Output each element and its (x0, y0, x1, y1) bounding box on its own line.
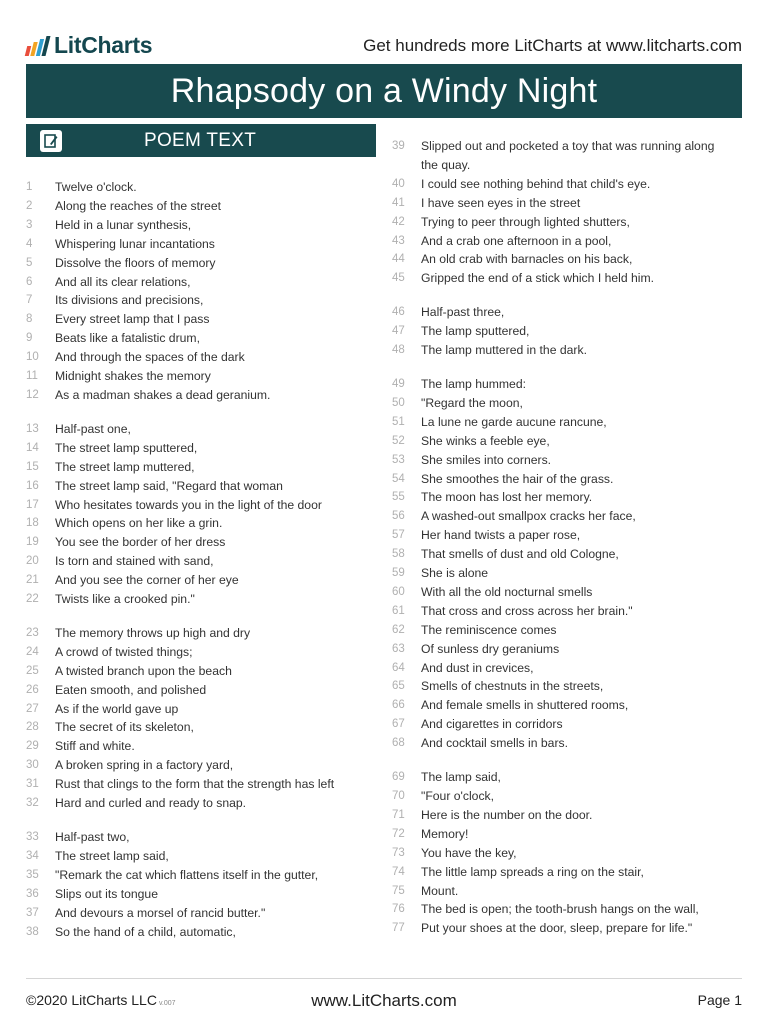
version-label: v.007 (158, 1000, 176, 1007)
line-text: Dissolve the floors of memory (55, 255, 216, 270)
line-text: Eaten smooth, and polished (55, 682, 207, 697)
line-number: 56 (392, 510, 405, 523)
line-text: A broken spring in a factory yard, (55, 758, 234, 773)
line-text: And female smells in shuttered rooms, (421, 698, 629, 713)
line-text: Stiff and white. (55, 739, 135, 754)
line-number: 47 (392, 325, 405, 338)
line-text: That smells of dust and old Cologne, (421, 547, 619, 562)
poem-line (26, 477, 376, 496)
poem-line (392, 621, 732, 640)
line-text: And through the spaces of the dark (55, 350, 245, 365)
poem-line (392, 322, 732, 341)
poem-line (392, 507, 732, 526)
line-number: 12 (26, 388, 39, 401)
poem-line (392, 269, 732, 288)
poem-line (392, 213, 732, 232)
line-text: Held in a lunar synthesis, (55, 217, 192, 232)
line-number: 37 (26, 906, 39, 919)
line-text: Trying to peer through lighted shutters, (421, 214, 630, 229)
poem-line (392, 640, 732, 659)
line-number (392, 156, 421, 175)
footer-site-link[interactable]: www.LitCharts.com (311, 991, 457, 1010)
line-text: Twelve o'clock. (55, 180, 137, 194)
poem-line (26, 866, 376, 885)
poem-line (26, 624, 376, 643)
poem-line (26, 329, 376, 348)
line-text: Half-past three, (421, 305, 505, 320)
line-text: The street lamp muttered, (55, 459, 195, 474)
line-text: Mount. (421, 883, 459, 898)
line-text: Beats like a fatalistic drum, (55, 331, 200, 346)
line-text: The street lamp said, "Regard that woman (55, 478, 283, 493)
poem-title: Rhapsody on a Windy Night (170, 71, 598, 110)
line-text: The reminiscence comes (421, 622, 557, 637)
line-text: The street lamp said, (55, 848, 169, 863)
line-text: Half-past one, (55, 421, 131, 436)
poem-line (26, 420, 376, 439)
poem-line (392, 413, 732, 432)
stanza (392, 375, 732, 753)
poem-line (26, 737, 376, 756)
line-text: Midnight shakes the memory (55, 369, 211, 384)
poem-line (392, 863, 732, 882)
line-number: 46 (392, 306, 405, 319)
poem-line (26, 310, 376, 329)
line-number: 60 (392, 585, 405, 598)
poem-line (392, 175, 732, 194)
poem-line (392, 825, 732, 844)
line-number: 64 (392, 661, 405, 674)
line-text: The secret of its skeleton, (55, 720, 194, 735)
line-number: 7 (26, 294, 33, 307)
line-text: I have seen eyes in the street (421, 195, 581, 210)
line-text: She is alone (421, 566, 489, 581)
poem-line (392, 341, 732, 360)
line-number: 52 (392, 434, 405, 447)
copyright-label: ©2020 LitCharts LLC (26, 992, 157, 1008)
line-number: 5 (26, 256, 33, 269)
poem-line (392, 787, 732, 806)
line-text: And cocktail smells in bars. (421, 736, 568, 751)
poem-line (392, 470, 732, 489)
line-text: And you see the corner of her eye (55, 573, 239, 588)
line-number: 45 (392, 272, 405, 285)
page-number: Page 1 (697, 992, 742, 1008)
line-text: Here is the number on the door. (421, 807, 593, 822)
poem-line (26, 216, 376, 235)
line-number: 1 (26, 181, 33, 193)
poem-line (392, 194, 732, 213)
line-number: 13 (26, 422, 39, 435)
line-text: The little lamp spreads a ring on the stair, (421, 864, 644, 879)
poem-line (392, 715, 732, 734)
line-text: And devours a morsel of rancid butter." (55, 905, 266, 920)
poem-line (26, 496, 376, 515)
line-text: Along the reaches of the street (55, 198, 221, 213)
poem-line (26, 885, 376, 904)
line-number: 16 (26, 479, 39, 492)
poem-line (26, 291, 376, 310)
poem-line (392, 583, 732, 602)
line-number: 73 (392, 846, 405, 859)
line-text: A twisted branch upon the beach (55, 663, 232, 678)
title-banner (26, 64, 742, 118)
line-number: 21 (26, 574, 39, 587)
line-number: 4 (26, 237, 33, 250)
line-number: 17 (26, 498, 39, 511)
poem-line (26, 254, 376, 273)
section-header (26, 124, 376, 157)
line-text: Every street lamp that I pass (55, 312, 210, 327)
page-footer (26, 990, 742, 1014)
poem-line (26, 775, 376, 794)
stanza (26, 828, 376, 941)
line-number: 70 (392, 790, 405, 802)
line-number: 23 (26, 626, 39, 639)
poem-line (392, 696, 732, 715)
header-tagline[interactable]: Get hundreds more LitCharts at www.litcharts.com (363, 36, 742, 55)
line-text: "Remark the cat which flattens itself in the gutter, (55, 867, 319, 882)
poem-line (26, 367, 376, 386)
footer-divider (26, 978, 742, 979)
line-number: 49 (392, 377, 405, 390)
line-text: The street lamp sputtered, (55, 440, 198, 455)
poem-line (26, 681, 376, 700)
poem-line (392, 137, 732, 156)
line-number: 8 (26, 313, 33, 326)
line-text: The lamp sputtered, (421, 324, 530, 339)
line-number: 63 (392, 642, 405, 655)
poem-line (392, 900, 732, 919)
line-text: And all its clear relations, (55, 274, 191, 289)
line-number: 67 (392, 718, 405, 731)
poem-line (392, 488, 732, 507)
poem-line (392, 734, 732, 753)
stanza (26, 624, 376, 813)
line-text: "Regard the moon, (421, 395, 523, 410)
line-number: 68 (392, 737, 405, 750)
line-number: 28 (26, 721, 39, 734)
poem-line (26, 386, 376, 405)
line-text: The memory throws up high and dry (55, 625, 251, 640)
line-number: 30 (26, 759, 39, 772)
line-number: 15 (26, 460, 39, 473)
line-text: Smells of chestnuts in the streets, (421, 679, 604, 694)
line-number: 74 (392, 865, 405, 878)
poem-line (26, 643, 376, 662)
poem-line (26, 847, 376, 866)
line-text: She smiles into corners. (421, 452, 552, 467)
line-number: 25 (26, 664, 39, 677)
stanza (26, 178, 376, 405)
line-text: Memory! (421, 826, 469, 841)
poem-line (392, 768, 732, 787)
line-number: 40 (392, 177, 405, 190)
line-number: 11 (26, 370, 38, 383)
line-number: 31 (26, 778, 39, 791)
poem-line (392, 303, 732, 322)
poem-line (26, 923, 376, 942)
line-number: 50 (392, 396, 405, 409)
line-text: The bed is open; the tooth-brush hangs on the wall, (421, 902, 699, 917)
poem-line (26, 552, 376, 571)
poem-line (26, 756, 376, 775)
poem-line (392, 394, 732, 413)
line-number: 43 (392, 234, 405, 247)
line-number: 2 (26, 199, 33, 212)
line-number: 14 (26, 441, 39, 454)
line-text: Her hand twists a paper rose, (421, 528, 581, 543)
poem-line (26, 794, 376, 813)
poem-line (26, 718, 376, 737)
line-text: Its divisions and precisions, (55, 293, 204, 308)
line-number: 62 (392, 623, 405, 636)
poem-line (26, 590, 376, 609)
line-number: 3 (26, 218, 33, 231)
line-number: 72 (392, 827, 405, 840)
line-text: Which opens on her like a grin. (55, 516, 223, 531)
quill-page-icon (40, 130, 62, 152)
poem-column-left (26, 178, 376, 956)
line-number: 42 (392, 215, 405, 228)
line-number: 10 (26, 351, 39, 364)
poem-line (392, 919, 732, 938)
poem-line (26, 235, 376, 254)
line-text: the quay. (421, 157, 471, 172)
line-text: She smoothes the hair of the grass. (421, 471, 614, 486)
line-number: 39 (392, 140, 405, 152)
line-number: 77 (392, 922, 405, 935)
poem-line (26, 348, 376, 367)
line-number: 58 (392, 548, 405, 561)
line-number: 18 (26, 517, 39, 530)
poem-line (392, 806, 732, 825)
line-number: 55 (392, 491, 405, 504)
poem-line (26, 662, 376, 681)
line-text: The lamp hummed: (421, 376, 526, 391)
poem-line (392, 250, 732, 269)
line-text: Is torn and stained with sand, (55, 554, 214, 569)
line-number: 51 (392, 415, 405, 428)
line-number: 26 (26, 683, 39, 696)
line-text: You see the border of her dress (55, 535, 226, 550)
poem-line (392, 526, 732, 545)
poem-line (26, 514, 376, 533)
stanza (26, 420, 376, 609)
section-title: POEM TEXT (144, 129, 257, 151)
poem-line (392, 156, 732, 175)
line-text: You have the key, (421, 845, 517, 860)
logo-text: LitCharts (54, 32, 153, 58)
poem-line (26, 178, 376, 197)
line-text: The moon has lost her memory. (421, 490, 593, 505)
line-text: Who hesitates towards you in the light of the door (55, 497, 322, 512)
line-text: The lamp muttered in the dark. (421, 343, 587, 358)
line-text: As if the world gave up (55, 701, 179, 716)
line-number: 69 (392, 771, 405, 784)
line-number: 41 (392, 196, 405, 209)
line-text: The lamp said, (421, 770, 501, 785)
line-text: And cigarettes in corridors (421, 717, 563, 732)
line-number: 44 (392, 253, 405, 266)
line-number: 57 (392, 529, 405, 542)
poem-line (26, 273, 376, 292)
poem-line (392, 844, 732, 863)
poem-line (392, 659, 732, 678)
line-text: And dust in crevices, (421, 660, 534, 675)
poem-line (26, 197, 376, 216)
line-number: 48 (392, 344, 405, 357)
line-text: Twists like a crooked pin." (55, 592, 195, 607)
line-number: 54 (392, 472, 405, 485)
line-number: 61 (392, 604, 405, 617)
line-text: La lune ne garde aucune rancune, (421, 414, 607, 429)
line-text: With all the old nocturnal smells (421, 584, 593, 599)
line-number: 24 (26, 645, 39, 658)
line-number: 32 (26, 797, 39, 810)
line-number: 19 (26, 536, 39, 549)
line-number: 9 (26, 332, 33, 345)
stanza (392, 768, 732, 938)
poem-line (26, 571, 376, 590)
line-number: 76 (392, 903, 405, 916)
line-text: So the hand of a child, automatic, (55, 924, 236, 939)
line-text: I could see nothing behind that child's eye. (421, 176, 651, 191)
poem-line (392, 545, 732, 564)
line-number: 35 (26, 868, 39, 881)
logo-bars-icon (26, 36, 48, 56)
line-text: Gripped the end of a stick which I held him. (421, 271, 655, 286)
line-text: And a crab one afternoon in a pool, (421, 233, 612, 248)
line-number: 38 (26, 925, 39, 938)
litcharts-logo[interactable] (26, 32, 152, 59)
line-text: Slips out its tongue (55, 886, 158, 901)
stanza (392, 137, 732, 288)
line-number: 20 (26, 555, 39, 568)
poem-line (392, 451, 732, 470)
line-text: Half-past two, (55, 830, 130, 844)
poem-line (26, 533, 376, 552)
line-number: 27 (26, 702, 39, 715)
poem-line (392, 232, 732, 251)
poem-line (392, 602, 732, 621)
line-number: 33 (26, 831, 39, 843)
line-number: 75 (392, 884, 405, 897)
poem-line (26, 458, 376, 477)
poem-line (26, 904, 376, 923)
poem-line (392, 432, 732, 451)
poem-line (392, 375, 732, 394)
line-text: She winks a feeble eye, (421, 433, 550, 448)
line-text: A washed-out smallpox cracks her face, (421, 509, 636, 524)
poem-column-right (392, 137, 732, 953)
line-number: 34 (26, 849, 39, 862)
poem-line (392, 882, 732, 901)
line-text: "Four o'clock, (421, 789, 495, 803)
line-text: A crowd of twisted things; (55, 644, 193, 659)
line-text: As a madman shakes a dead geranium. (55, 387, 271, 402)
line-text: Of sunless dry geraniums (421, 641, 560, 656)
poem-line (392, 677, 732, 696)
line-text: An old crab with barnacles on his back, (421, 252, 633, 267)
line-number: 53 (392, 453, 405, 466)
line-text: Whispering lunar incantations (55, 236, 215, 251)
line-number: 59 (392, 567, 405, 580)
line-number: 29 (26, 740, 39, 753)
line-number: 71 (392, 808, 405, 821)
line-number: 36 (26, 887, 39, 900)
line-text: Put your shoes at the door, sleep, prepare for life." (421, 921, 693, 936)
poem-line (26, 828, 376, 847)
stanza (392, 303, 732, 360)
line-text: Rust that clings to the form that the strength has left (55, 777, 335, 792)
line-number: 65 (392, 680, 405, 693)
poem-line (392, 564, 732, 583)
poem-line (26, 700, 376, 719)
line-number: 66 (392, 699, 405, 712)
line-number: 6 (26, 275, 33, 288)
line-number: 22 (26, 593, 39, 606)
line-text: Slipped out and pocketed a toy that was running along (421, 139, 715, 153)
page-header (26, 30, 742, 64)
poem-line (26, 439, 376, 458)
line-text: That cross and cross across her brain." (421, 603, 633, 618)
line-text: Hard and curled and ready to snap. (55, 796, 247, 811)
